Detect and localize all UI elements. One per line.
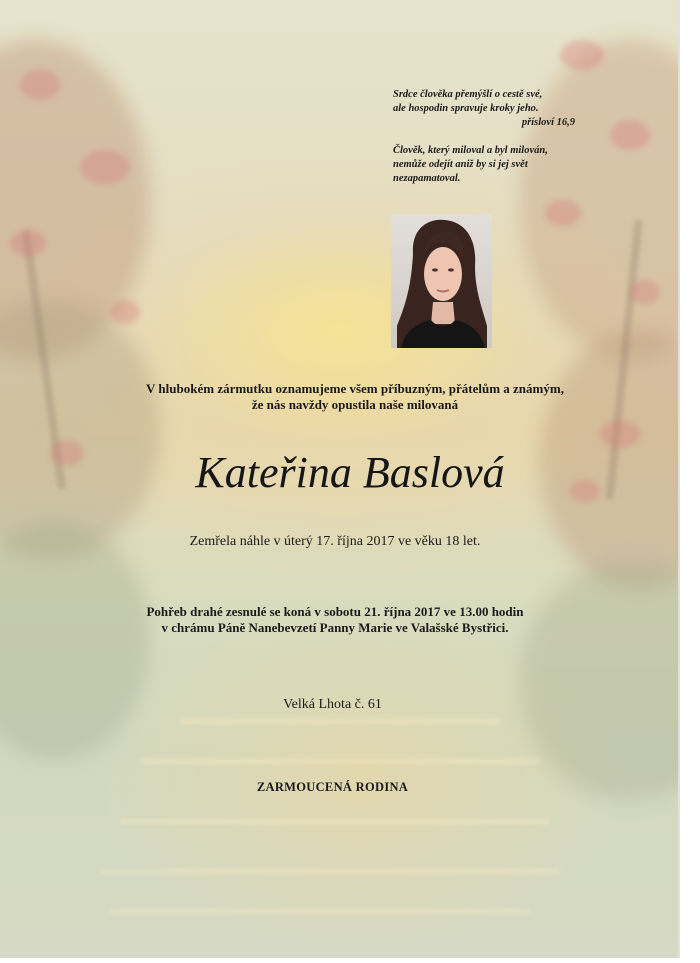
- funeral-details: [70, 604, 600, 636]
- announcement-line: V hlubokém zármutku oznamujeme všem příbuzným, přátelům a známým,: [146, 381, 564, 396]
- death-notice: Zemřela náhle v úterý 17. října 2017 ve věku 18 let.: [189, 534, 481, 549]
- background-water-ripple: [180, 720, 500, 723]
- funeral-line: v chrámu Páně Nanebevzetí Panny Marie ve Valašské Bystřici.: [161, 620, 509, 635]
- verse-line: ale hospodin spravuje kroky jeho.: [393, 103, 539, 114]
- background-blossom: [20, 70, 60, 100]
- deceased-name: Kateřina Baslová: [195, 448, 505, 497]
- background-tree-left-middle: [0, 300, 160, 560]
- background-water-ripple: [120, 820, 550, 823]
- funeral-line: Pohřeb drahé zesnulé se koná v sobotu 21. října 2017 ve 13.00 hodin: [146, 604, 524, 619]
- background-blossom: [545, 200, 581, 226]
- background-blossom: [50, 440, 84, 466]
- quote-line: nezapamatoval.: [393, 173, 461, 184]
- background-blossom: [80, 150, 130, 184]
- background-blossom: [610, 120, 650, 150]
- background-blossom: [560, 40, 604, 70]
- portrait-photo: [391, 214, 492, 348]
- verse-line: Srdce člověka přemýšlí o cestě své,: [393, 89, 543, 100]
- family-address: Velká Lhota č. 61: [283, 697, 382, 712]
- background-blossom: [600, 420, 640, 448]
- memorial-quote: [393, 144, 548, 186]
- background-tree-right-top: [520, 40, 680, 360]
- background-water-ripple: [100, 870, 560, 873]
- bible-verse: [393, 88, 542, 116]
- family-signature: ZARMOUCENÁ RODINA: [256, 780, 409, 794]
- background-blossom: [10, 230, 46, 256]
- quote-line: nemůže odejít aniž by si jej svět: [393, 159, 528, 170]
- background-tree-left-bottom: [0, 520, 150, 760]
- verse-reference: přísloví 16,9: [521, 117, 575, 128]
- background-tree-right-bottom: [520, 560, 680, 800]
- background-water-ripple: [140, 760, 540, 763]
- background-blossom: [630, 280, 660, 304]
- announcement-line: že nás navždy opustila naše milovaná: [251, 397, 459, 412]
- announcement-text: [70, 381, 640, 413]
- quote-line: Člověk, který miloval a byl milován,: [393, 145, 548, 156]
- background-water-ripple: [110, 910, 530, 913]
- background-blossom: [110, 300, 140, 324]
- sheet-edge: [678, 0, 680, 958]
